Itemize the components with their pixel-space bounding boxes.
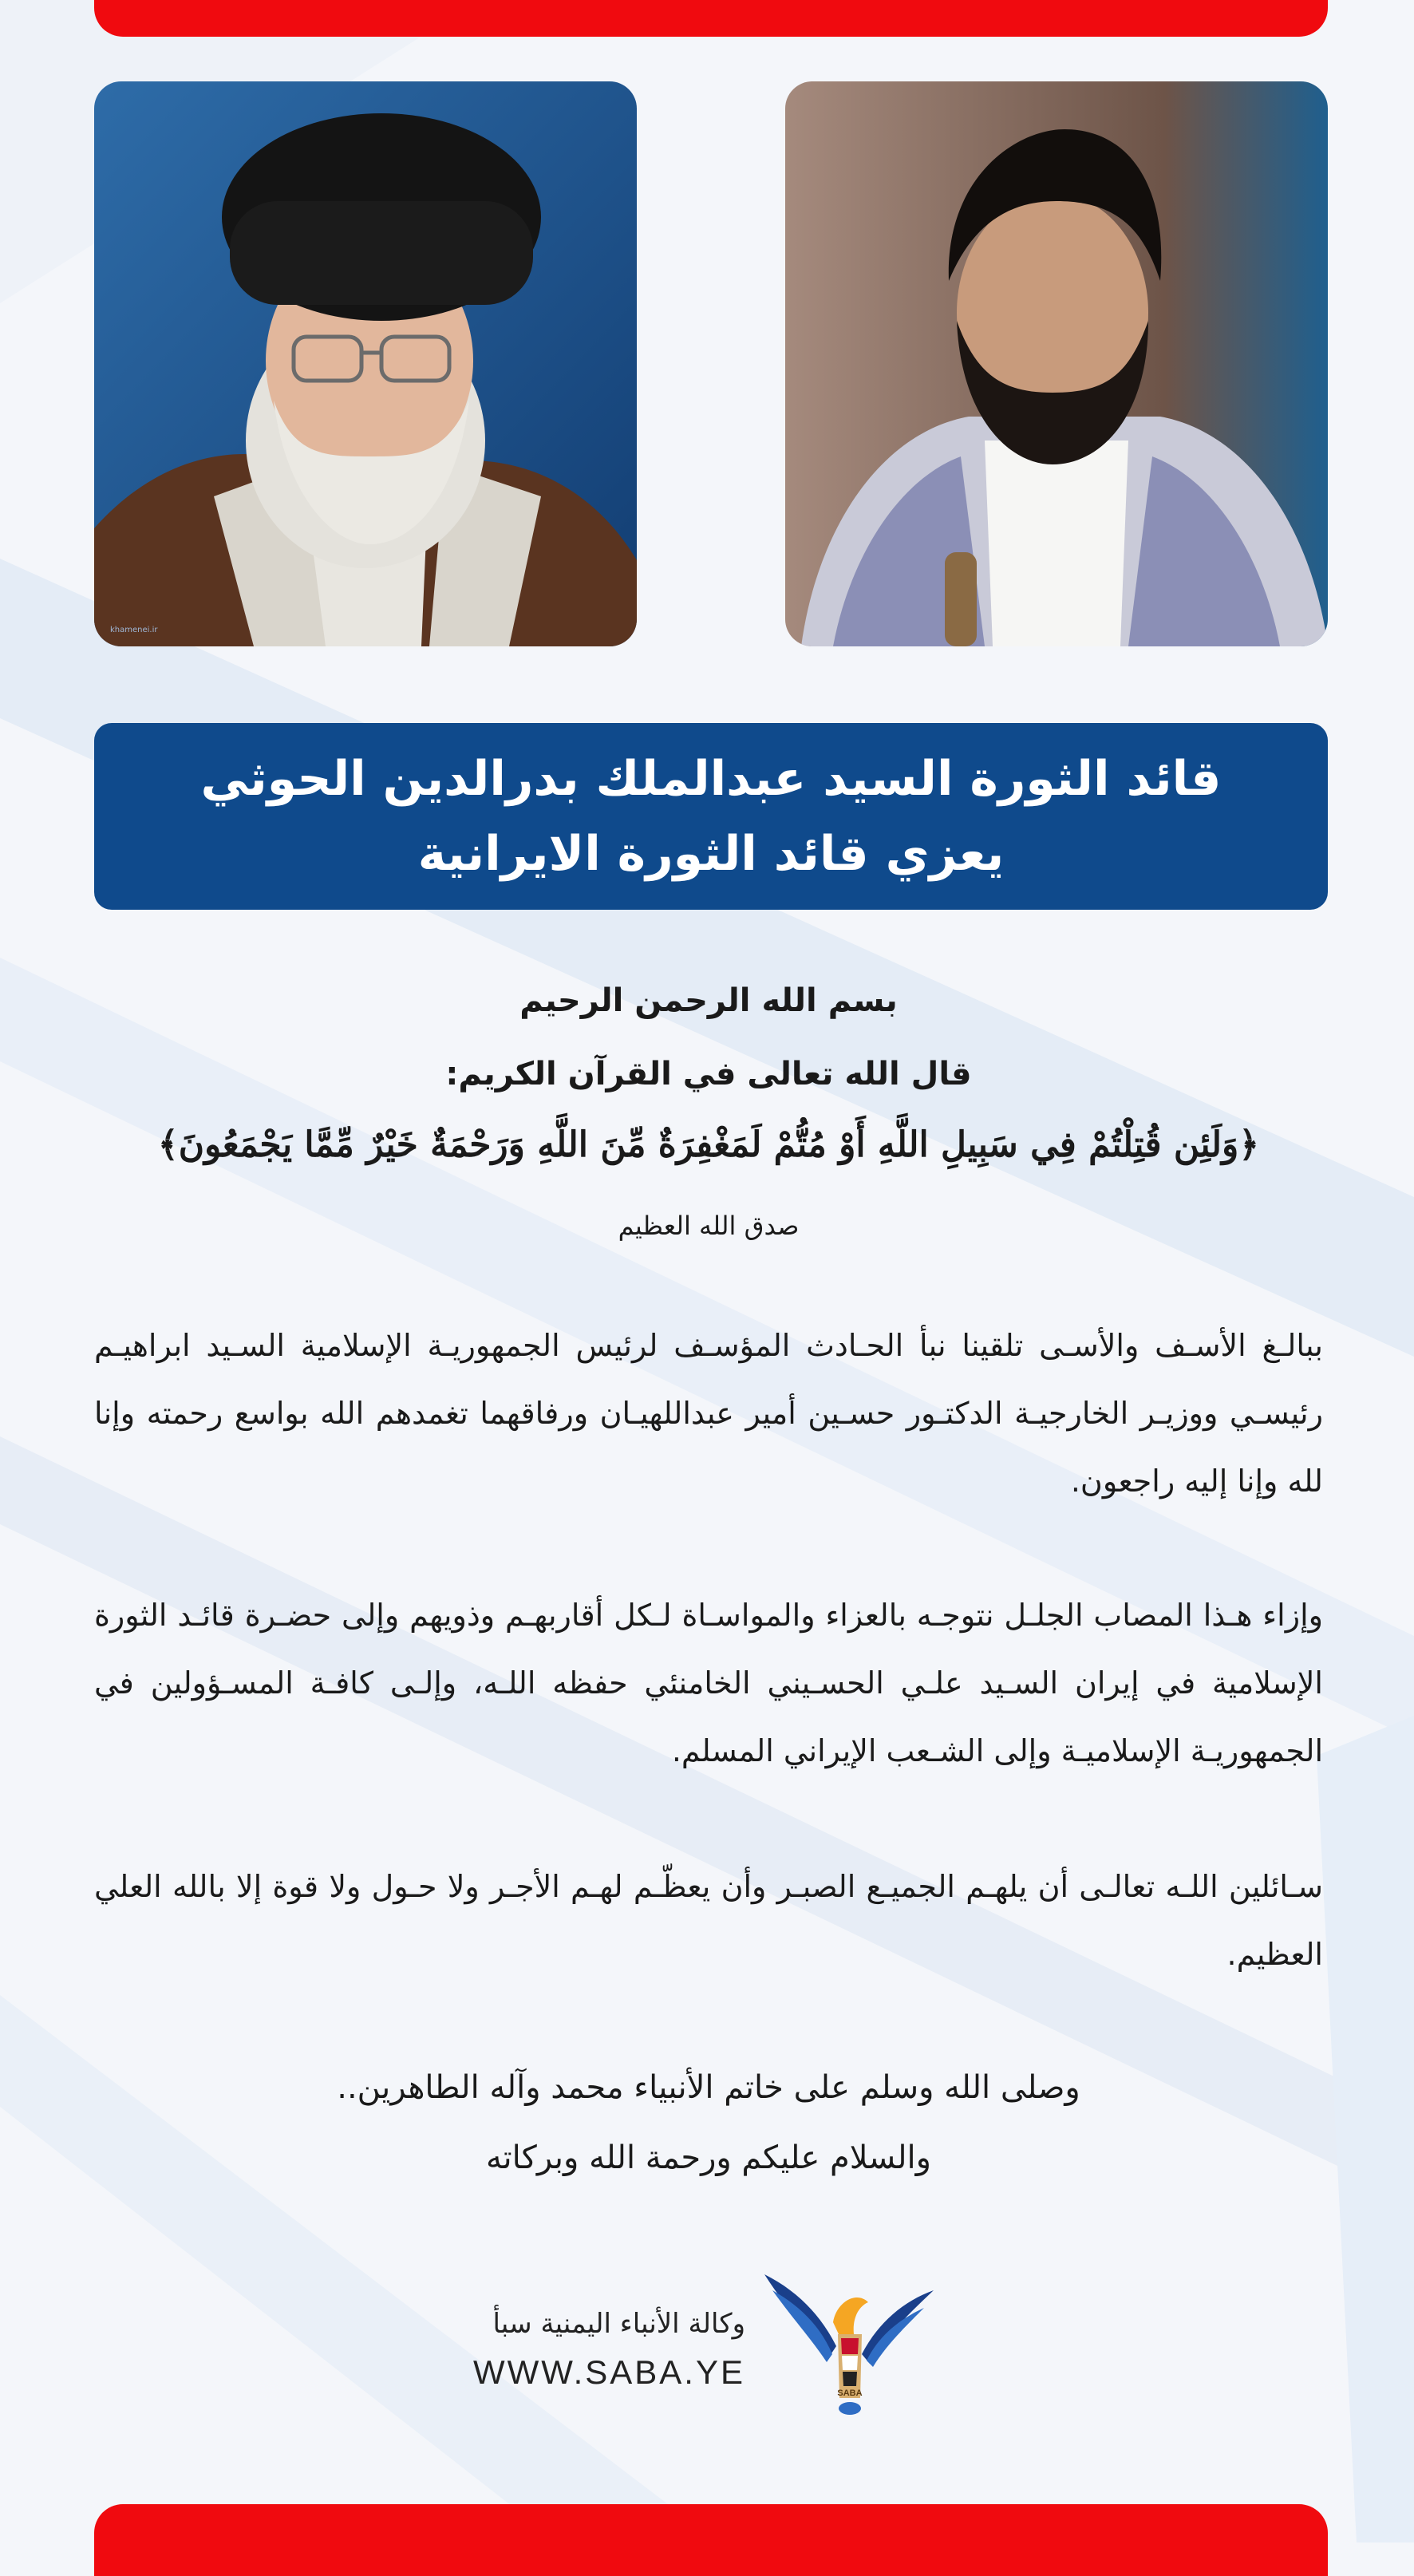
headline-line-2: يعزي قائد الثورة الايرانية <box>417 826 1005 882</box>
closing-line-1: وصلى الله وسلم على خاتم الأنبياء محمد وآله الطاهرين.. <box>337 2069 1080 2106</box>
portrait-photo-left <box>94 81 637 646</box>
agency-footer <box>447 2250 958 2426</box>
portrait-abdulmalik-image <box>785 81 1328 646</box>
top-red-bar <box>94 0 1328 37</box>
body-paragraph-3: سـائلين اللـه تعالـى أن يلهـم الجميـع الصبـر وأن يعظّـم لهـم الأجـر ولا حـول ولا قوة إلا بالله العلي العظيم. <box>94 1869 1323 1972</box>
body-paragraph-2: وإزاء هـذا المصاب الجلـل نتوجـه بالعزاء والمواسـاة لـكل أقاربهـم وذويهم وإلى حضـرة قائـد الثورة الإسلامية في إيران السـيد علـي الحسـيني الخامنئي حفظه اللـه، وإلـى كافـة المسـؤولين في الجمهوريـة الإسلاميـة وإلى الشـعب الإيراني المسلم. <box>94 1598 1323 1768</box>
quran-verse-text: ﴿وَلَئِن قُتِلْتُمْ فِي سَبِيلِ اللَّهِ أَوْ مُتُّمْ لَمَغْفِرَةٌ مِّنَ اللَّهِ وَرَحْمَةٌ خَيْرٌ مِّمَّا يَجْمَعُونَ﴾ <box>157 1124 1260 1165</box>
svg-text:khamenei.ir: khamenei.ir <box>110 626 158 634</box>
bottom-red-bar <box>94 2504 1328 2576</box>
agency-website-link[interactable]: WWW.SABA.YE <box>472 2353 745 2391</box>
basmala-text: بسم الله الرحمن الرحيم <box>519 982 898 1019</box>
portrait-photo-right <box>785 81 1328 646</box>
headline-banner <box>94 723 1328 910</box>
closing-line-2: والسلام عليكم ورحمة الله وبركاته <box>486 2139 931 2176</box>
emblem-text: SABA <box>837 2388 863 2398</box>
saba-eagle-logo-icon <box>764 2258 934 2418</box>
quran-closing-text: صدق الله العظيم <box>618 1211 800 1241</box>
body-paragraph-1: ببالـغ الأسـف والأسـى تلقينا نبأ الحـادث المؤسـف لرئيس الجمهوريـة الإسلامية السـيد ابراهيـم رئيسـي ووزيـر الخارجيـة الدكتـور حسـين أمير عبداللهيـان ورفاقهما تغمدهم الله بواسع رحمته وإنا لله وإنا إليه راجعون. <box>94 1328 1323 1499</box>
headline-line-1: قائد الثورة السيد عبدالملك بدرالدين الحوثي <box>200 751 1222 807</box>
quran-intro-text: قال الله تعالى في القرآن الكريم: <box>445 1056 972 1092</box>
agency-name: وكالة الأنباء اليمنية سبأ <box>492 2308 745 2340</box>
portrait-khamenei-image <box>94 81 637 646</box>
